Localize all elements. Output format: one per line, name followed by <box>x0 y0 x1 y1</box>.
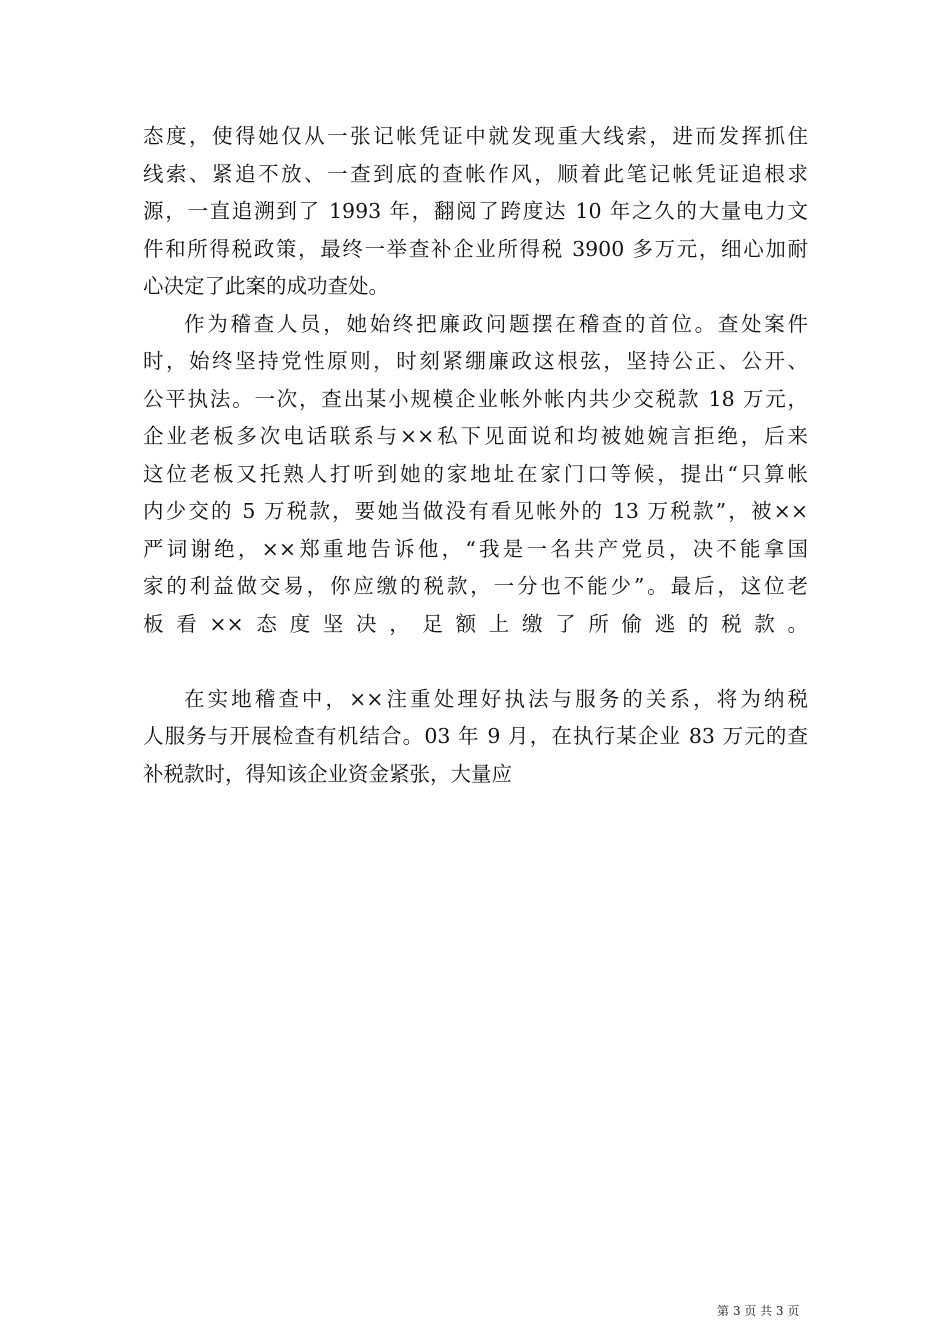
text-line: 板看××态度坚决，足额上缴了所偷逃的税款。 <box>143 611 808 636</box>
text-line: 线索、紧追不放、一查到底的查帐作风，顺着此笔记帐凭证追根求 <box>143 161 808 186</box>
text-line: 件和所得税政策，最终一举查补企业所得税 3900 多万元，细心加耐 <box>143 236 808 261</box>
document-body <box>143 118 808 793</box>
page-number-footer: 第 3 页 共 3 页 <box>717 1304 800 1318</box>
paragraph-2 <box>143 306 808 681</box>
text-line: 严词谢绝，××郑重地告诉他，“我是一名共产党员，决不能拿国 <box>143 536 808 561</box>
text-line: 公平执法。一次，查出某小规模企业帐外帐内共少交税款 18 万元， <box>143 386 808 411</box>
text-line: 态度，使得她仅从一张记帐凭证中就发现重大线索，进而发挥抓住 <box>143 124 808 148</box>
text-line: 源，一直追溯到了 1993 年，翻阅了跨度达 10 年之久的大量电力文 <box>143 199 808 223</box>
text-line: 在实地稽查中，××注重处理好执法与服务的关系，将为纳税 <box>184 686 808 711</box>
paragraph-1 <box>143 118 808 306</box>
text-line: 企业老板多次电话联系与××私下见面说和均被她婉言拒绝，后来 <box>143 424 808 448</box>
text-line: 作为稽查人员，她始终把廉政问题摆在稽查的首位。查处案件 <box>184 311 808 336</box>
text-line: 这位老板又托熟人打听到她的家地址在家门口等候，提出“只算帐 <box>143 461 808 486</box>
text-line: 人服务与开展检查有机结合。03 年 9 月，在执行某企业 83 万元的查 <box>143 724 808 748</box>
text-line: 时，始终坚持党性原则，时刻紧绷廉政这根弦，坚持公正、公开、 <box>143 349 808 373</box>
text-line: 内少交的 5 万税款，要她当做没有看见帐外的 13 万税款”，被×× <box>143 499 808 523</box>
text-line: 补税款时，得知该企业资金紧张，大量应 <box>143 761 512 786</box>
paragraph-3 <box>143 681 808 794</box>
text-line: 家的利益做交易，你应缴的税款，一分也不能少”。最后，这位老 <box>143 574 808 598</box>
text-line: 心决定了此案的成功查处。 <box>143 274 389 298</box>
text-line <box>143 643 808 681</box>
